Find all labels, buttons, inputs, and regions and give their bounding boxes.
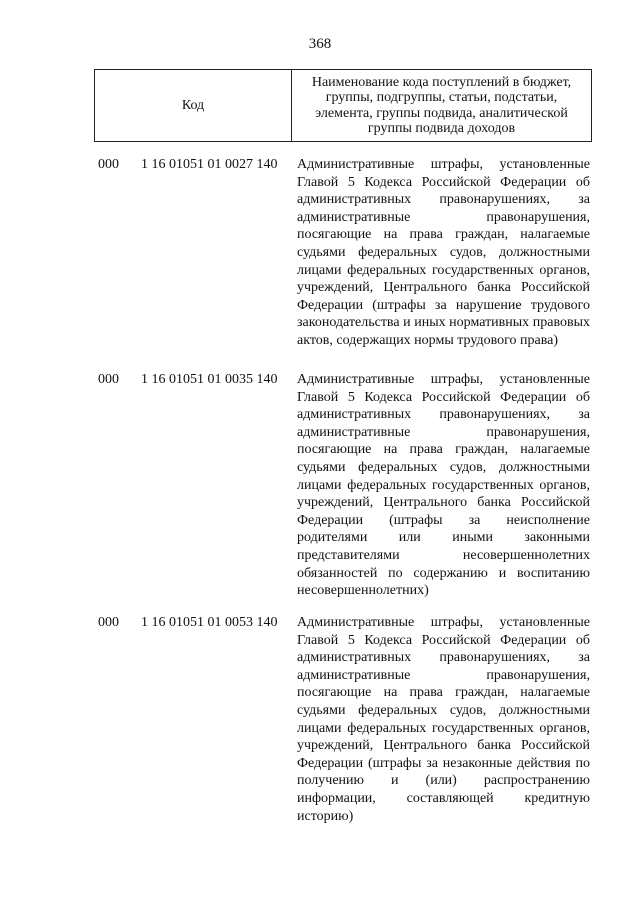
header-name-cell: Наименование кода поступлений в бюджет, группы, подгруппы, статьи, подстатьи, элемента, группы подвида, аналитической группы подвида доходов [311, 74, 572, 136]
row-group-code: 000 [98, 157, 119, 172]
row-description: Административные штрафы, установленные Главой 5 Кодекса Российской Федерации об административных правонарушениях, за административные правонарушения, посягающие на права граждан, налагаемые судьями федеральных судов, должностными лицами федеральных государственных органов, учреждений, Центрального банка Российской Федерации (штрафы за незаконные действия по получению и (или) распространению информации, составляющей кредитную историю) [297, 615, 590, 824]
row-group-code: 000 [98, 615, 119, 630]
row-revenue-code: 1 16 01051 01 0035 140 [141, 372, 278, 387]
row-description: Административные штрафы, установленные Главой 5 Кодекса Российской Федерации об административных правонарушениях, за административные правонарушения, посягающие на права граждан, налагаемые судьями федеральных судов, должностными лицами федеральных государственных органов, учреждений, Центрального банка Российской Федерации (штрафы за нарушение трудового законодательства и иных нормативных правовых актов, содержащих нормы трудового права) [297, 157, 590, 348]
row-revenue-code: 1 16 01051 01 0053 140 [141, 615, 278, 630]
table-header [94, 69, 592, 142]
row-group-code: 000 [98, 372, 119, 387]
header-code-cell: Код [95, 70, 292, 141]
row-description: Административные штрафы, установленные Главой 5 Кодекса Российской Федерации об административных правонарушениях, за административные правонарушения, посягающие на права граждан, налагаемые судьями федеральных судов, должностными лицами федеральных государственных органов, учреждений, Центрального банка Российской Федерации (штрафы за неисполнение родителями или иными законными представителями несовершеннолетних обязанностей по содержанию и воспитанию несовершеннолетних) [297, 372, 590, 599]
row-revenue-code: 1 16 01051 01 0027 140 [141, 157, 278, 172]
page-number: 368 [308, 36, 332, 52]
